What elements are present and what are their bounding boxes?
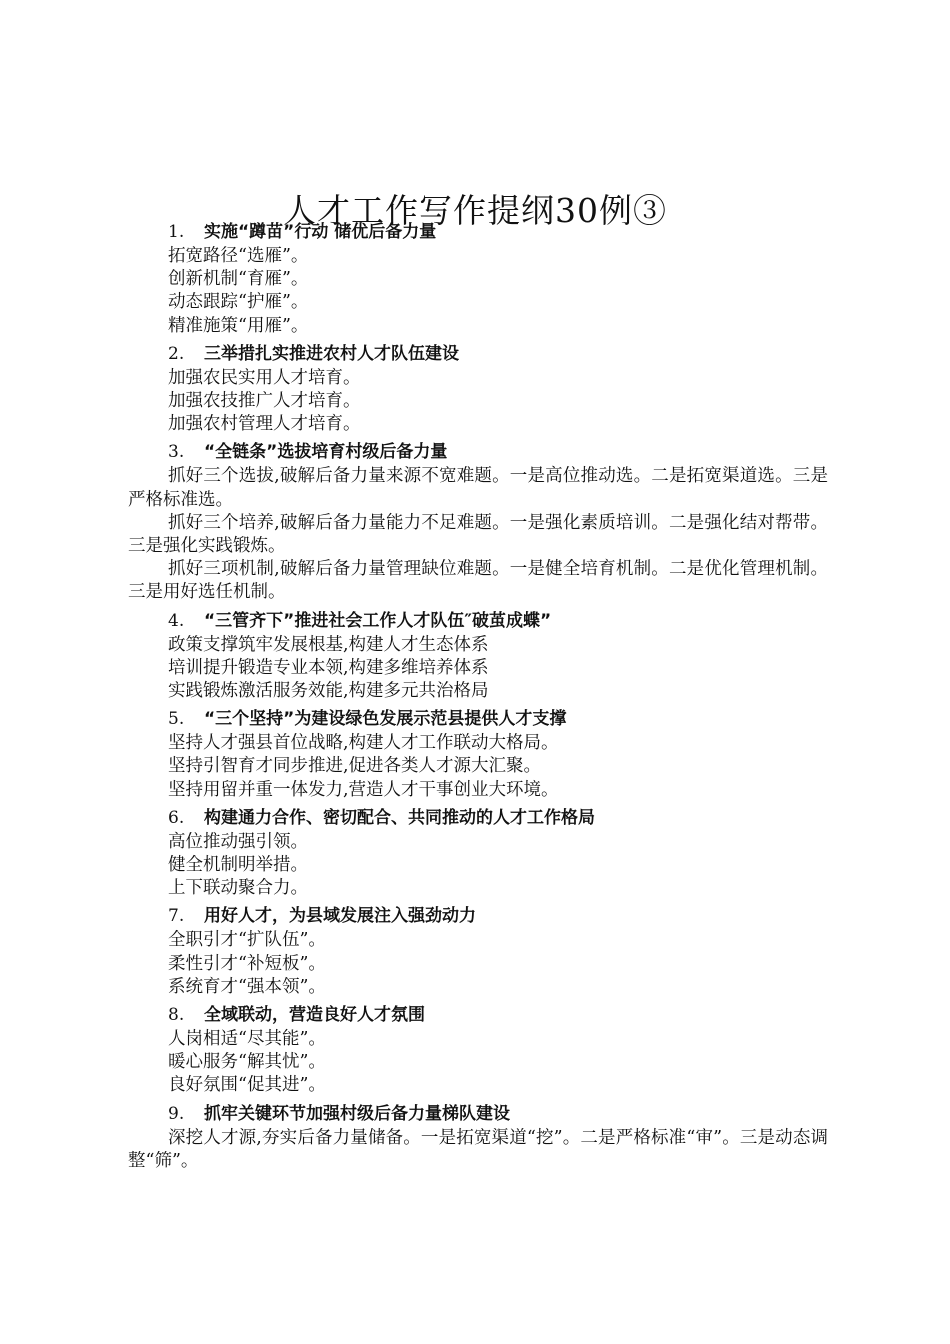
- paragraph: 抓好三个培养,破解后备力量能力不足难题。一是强化素质培训。二是强化结对帮带。三是强化实践锻炼。: [128, 512, 828, 557]
- list-item: 精准施策“用雁”。: [168, 315, 309, 336]
- section-heading: [168, 1003, 828, 1027]
- section-heading-text: 三举措扎实推进农村人才队伍建设: [204, 343, 459, 364]
- list-item: 上下联动聚合力。: [168, 878, 308, 899]
- list-item: 全职引才“扩队伍”。: [168, 930, 326, 951]
- section-number: 2.: [168, 343, 185, 364]
- list-item: 坚持人才强县首位战略,构建人才工作联动大格局。: [168, 733, 559, 754]
- section-3: [128, 440, 828, 604]
- section-heading: [168, 806, 828, 830]
- section-heading: [168, 707, 828, 731]
- section-heading-text: 抓牢关键环节加强村级后备力量梯队建设: [204, 1103, 510, 1124]
- list-item: 良好氛围“促其进”。: [168, 1075, 326, 1096]
- section-heading-text: “三个坚持”为建设绿色发展示范县提供人才支撑: [204, 709, 567, 730]
- section-heading-text: 用好人才，为县域发展注入强劲动力: [204, 906, 476, 927]
- section-1: [128, 220, 828, 338]
- section-6: [128, 806, 828, 901]
- section-8: [128, 1003, 828, 1098]
- section-heading-text: 构建通力合作、密切配合、共同推动的人才工作格局: [204, 807, 595, 828]
- section-4: [128, 609, 828, 704]
- section-heading: [168, 440, 828, 464]
- list-item: 健全机制明举措。: [168, 855, 308, 876]
- list-item: 加强农技推广人才培育。: [168, 391, 361, 412]
- list-item: 动态跟踪“护雁”。: [168, 292, 309, 313]
- section-number: 5.: [168, 709, 185, 730]
- list-item: 培训提升锻造专业本领,构建多维培养体系: [168, 657, 489, 678]
- list-item: 坚持用留并重一体发力,营造人才干事创业大环境。: [168, 779, 559, 800]
- document-body: [128, 216, 828, 1173]
- section-heading-text: “全链条”选拔培育村级后备力量: [204, 442, 448, 463]
- section-5: [128, 707, 828, 802]
- list-item: 暖心服务“解其忧”。: [168, 1052, 326, 1073]
- paragraph: 抓好三个选拔,破解后备力量来源不宽难题。一是高位推动选。二是拓宽渠道选。三是严格标准选。: [128, 466, 828, 510]
- list-item: 系统育才“强本领”。: [168, 976, 326, 997]
- section-9: [128, 1102, 828, 1173]
- section-number: 1.: [168, 222, 185, 242]
- list-item: 加强农民实用人才培育。: [168, 367, 361, 388]
- list-item: 高位推动强引领。: [168, 831, 308, 852]
- document-title: 人才工作写作提纲30例③: [283, 191, 667, 231]
- section-heading: [168, 342, 828, 366]
- section-number: 8.: [168, 1005, 185, 1026]
- section-heading-text: “三管齐下”推进社会工作人才队伍″破茧成蝶”: [204, 610, 552, 631]
- section-7: [128, 904, 828, 999]
- section-number: 9.: [168, 1103, 185, 1124]
- section-heading: [168, 904, 828, 928]
- paragraph: 抓好三项机制,破解后备力量管理缺位难题。一是健全培育机制。二是优化管理机制。三是用好选任机制。: [128, 559, 828, 603]
- section-heading-text: 实施“蹲苗”行动 储优后备力量: [204, 222, 437, 242]
- list-item: 人岗相适“尽其能”。: [168, 1029, 326, 1050]
- section-number: 6.: [168, 807, 185, 828]
- paragraph: 深挖人才源,夯实后备力量储备。一是拓宽渠道“挖”。二是严格标准“审”。三是动态调整“筛”。: [128, 1127, 828, 1171]
- section-heading-text: 全域联动，营造良好人才氛围: [204, 1005, 425, 1026]
- section-heading: [168, 220, 828, 244]
- list-item: 实践锻炼激活服务效能,构建多元共治格局: [168, 681, 489, 702]
- list-item: 创新机制“育雁”。: [168, 269, 309, 290]
- section-heading: [168, 1102, 828, 1126]
- section-2: [128, 342, 828, 437]
- section-number: 7.: [168, 906, 185, 927]
- list-item: 加强农村管理人才培育。: [168, 414, 361, 435]
- list-item: 拓宽路径“选雁”。: [168, 246, 309, 266]
- section-number: 3.: [168, 442, 185, 463]
- list-item: 坚持引智育才同步推进,促进各类人才源大汇聚。: [168, 756, 542, 777]
- section-heading: [168, 609, 828, 633]
- list-item: 柔性引才“补短板”。: [168, 953, 326, 974]
- section-number: 4.: [168, 610, 185, 631]
- list-item: 政策支撑筑牢发展根基,构建人才生态体系: [168, 634, 489, 655]
